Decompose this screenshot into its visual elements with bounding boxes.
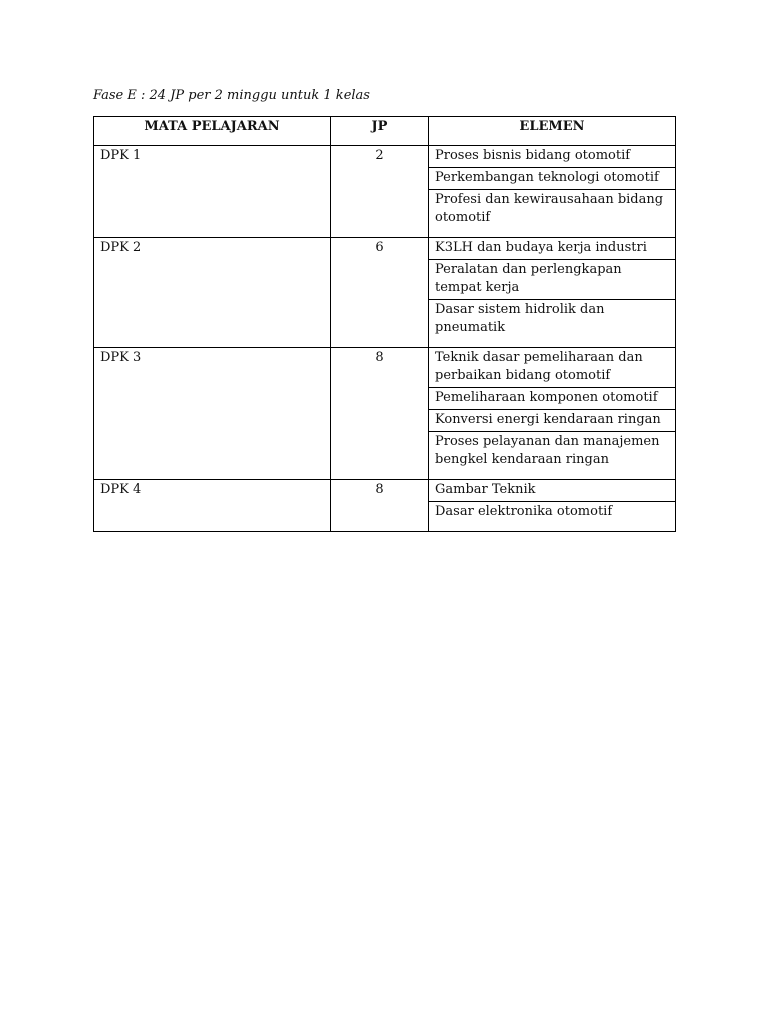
- subject-cell: DPK 3: [94, 348, 331, 480]
- subject-cell: DPK 2: [94, 238, 331, 348]
- element-cell: Dasar sistem hidrolik dan pneumatik: [429, 300, 676, 348]
- table-row: [94, 238, 676, 260]
- jp-cell: 8: [331, 348, 429, 480]
- element-cell: Konversi energi kendaraan ringan: [429, 410, 676, 432]
- table-row: [94, 146, 676, 168]
- element-cell: Perkembangan teknologi otomotif: [429, 168, 676, 190]
- table-caption: Fase E : 24 JP per 2 minggu untuk 1 kelas: [93, 88, 370, 103]
- element-cell: Profesi dan kewirausahaan bidang otomotif: [429, 190, 676, 238]
- jp-cell: 8: [331, 480, 429, 532]
- element-cell: K3LH dan budaya kerja industri: [429, 238, 676, 260]
- jp-cell: 6: [331, 238, 429, 348]
- header-element: ELEMEN: [429, 117, 676, 146]
- element-cell: Peralatan dan perlengkapan tempat kerja: [429, 260, 676, 300]
- subject-cell: DPK 1: [94, 146, 331, 238]
- element-cell: Gambar Teknik: [429, 480, 676, 502]
- header-jp: JP: [331, 117, 429, 146]
- element-cell: Teknik dasar pemeliharaan dan perbaikan bidang otomotif: [429, 348, 676, 388]
- element-cell: Dasar elektronika otomotif: [429, 502, 676, 532]
- element-cell: Proses pelayanan dan manajemen bengkel kendaraan ringan: [429, 432, 676, 480]
- header-subject: MATA PELAJARAN: [94, 117, 331, 146]
- jp-cell: 2: [331, 146, 429, 238]
- curriculum-table: [93, 116, 676, 532]
- table-body: [94, 146, 676, 532]
- element-cell: Pemeliharaan komponen otomotif: [429, 388, 676, 410]
- element-cell: Proses bisnis bidang otomotif: [429, 146, 676, 168]
- table-header-row: [94, 117, 676, 146]
- table-row: [94, 480, 676, 502]
- table-row: [94, 348, 676, 388]
- subject-cell: DPK 4: [94, 480, 331, 532]
